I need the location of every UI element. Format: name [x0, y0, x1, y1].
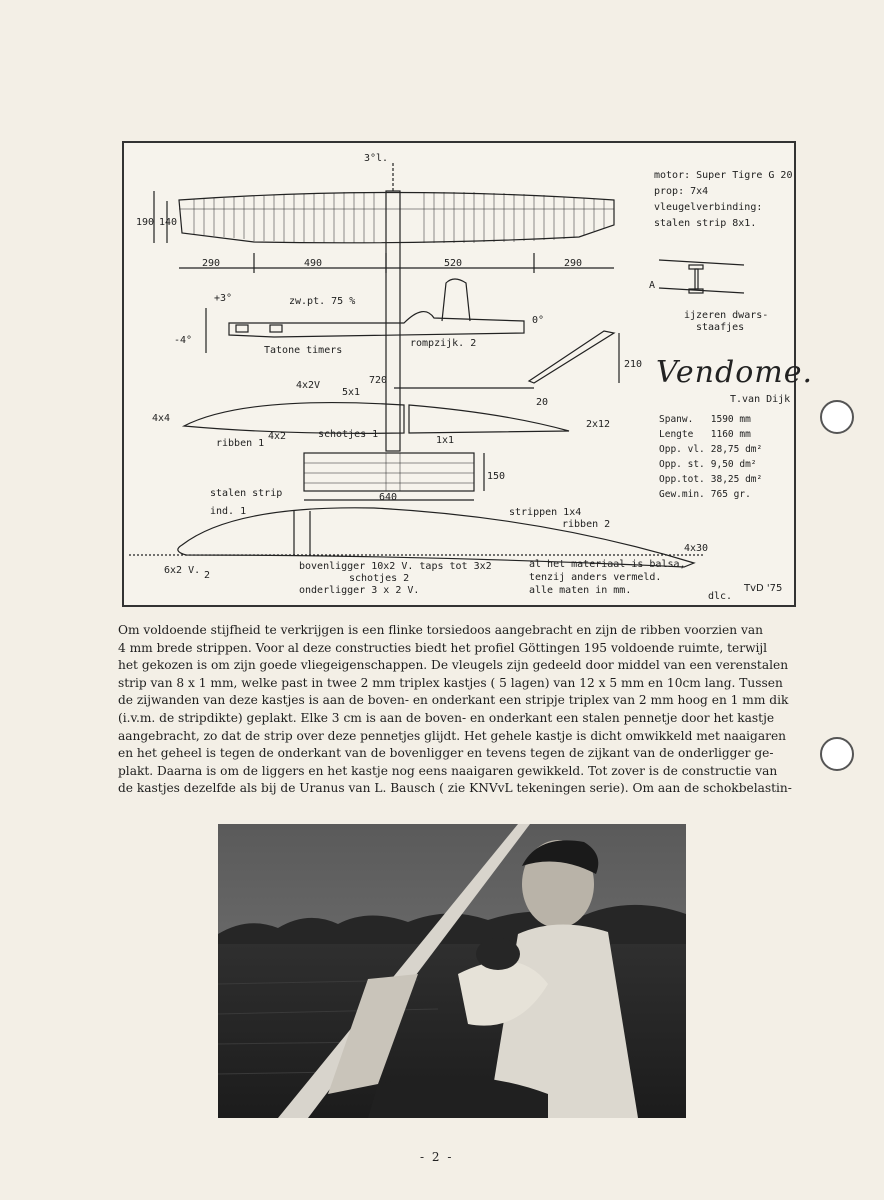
material-notes: [529, 558, 686, 597]
label-onderligger: onderligger 3 x 2 V.: [299, 585, 420, 596]
dim-140: 140: [159, 217, 178, 228]
engine-specs: [654, 168, 792, 232]
label-stalen-strip: stalen strip: [210, 488, 283, 499]
model-title: Vendome.: [656, 355, 813, 390]
note-line: tenzij anders vermeld.: [529, 572, 662, 583]
label-4x2v: 4x2V: [296, 380, 321, 391]
label-detail-a: A: [649, 280, 656, 291]
text-line: de kastjes dezelfde als bij de Uranus van L. Bausch ( zie KNVvL tekeningen serie). Om aan de schokbelastin-: [118, 781, 792, 796]
label-dihedral: 3°l.: [364, 153, 389, 164]
label-plus3: +3°: [214, 293, 233, 304]
spec-line: stalen strip 8x1.: [654, 218, 757, 229]
wing-ribs: [179, 192, 614, 243]
label-4x30: 4x30: [684, 543, 709, 554]
text-line: plakt. Daarna is om de liggers en het kastje nog eens naaigaren gewikkeld. Tot zover is de constructie van: [118, 763, 778, 778]
text-line: de zijwanden van deze kastjes is aan de boven- en onderkant een stripje triplex van 2 mm hoog en 1 mm dik: [118, 693, 789, 708]
data-row: Gew.min. 765 gr.: [659, 489, 751, 500]
dim-640: 640: [379, 492, 398, 503]
text-line: strip van 8 x 1 mm, welke past in twee 2 mm triplex kastjes ( 5 lagen) van 12 x 5 mm en 10cm lang. Tussen: [118, 675, 783, 690]
dim-20: 20: [536, 397, 549, 408]
dim-720: 720: [369, 375, 388, 386]
label-ind1: ind. 1: [210, 506, 247, 517]
label-1x1: 1x1: [436, 435, 455, 446]
dlc-mark: dlc.: [708, 591, 733, 602]
label-2: 2: [204, 570, 211, 581]
text-line: (i.v.m. de stripdikte) geplakt. Elke 3 cm is aan de boven- en onderkant een stalen pennetje door het kastje: [118, 710, 775, 725]
label-4x4: 4x4: [152, 413, 171, 424]
label-zw-pt: zw.pt. 75 %: [289, 296, 356, 307]
dim-210: 210: [624, 359, 643, 370]
data-row: Opp. st. 9,50 dm²: [659, 459, 757, 470]
data-row: Opp. vl. 28,75 dm²: [659, 444, 763, 455]
label-rompzijk: rompzijk. 2: [410, 338, 477, 349]
label-ijzeren: ijzeren dwars-: [684, 310, 769, 321]
label-staafjes: staafjes: [696, 322, 745, 333]
model-data-table: [659, 413, 768, 503]
label-4x2: 4x2: [268, 431, 287, 442]
dim-150: 150: [487, 471, 506, 482]
dim-span-490: 490: [304, 258, 323, 269]
technical-drawing: [122, 141, 813, 607]
body-paragraph: [118, 622, 798, 798]
note-line: alle maten in mm.: [529, 585, 632, 596]
label-6x2v: 6x2 V.: [164, 565, 201, 576]
text-line: en het geheel is tegen de onderkant van de bovenligger en tevens tegen de zijkant van de onderligger ge-: [118, 746, 774, 761]
label-ribben1: ribben 1: [216, 438, 265, 449]
punch-hole-bottom: [820, 737, 854, 771]
text-line: Om voldoende stijfheid te verkrijgen is een flinke torsiedoos aangebracht en zijn de ribben voorzien van: [118, 623, 763, 637]
label-2x12: 2x12: [586, 419, 611, 430]
data-row: Lengte 1160 mm: [659, 429, 751, 440]
model-author: T.van Dijk: [730, 394, 791, 405]
dim-190: 190: [136, 217, 155, 228]
text-line: het gekozen is om zijn goede vliegeigenschappen. De vleugels zijn gedeeld door middel van een verenstalen: [118, 658, 789, 673]
data-row: Opp.tot. 38,25 dm²: [659, 474, 763, 485]
drawing-signature: TvD '75: [744, 583, 783, 594]
label-tatone: Tatone timers: [264, 345, 343, 356]
fuselage-top-view: [386, 191, 400, 451]
dim-span-290a: 290: [202, 258, 221, 269]
dim-span-520: 520: [444, 258, 463, 269]
spec-line: vleugelverbinding:: [654, 202, 763, 213]
text-line: aangebracht, zo dat de strip over deze pennetjes glijdt. Het gehele kastje is dicht omwikkeld met naaigaren: [118, 728, 787, 743]
fuselage-side-view: [229, 312, 524, 337]
page-number: - 2 -: [420, 1150, 454, 1164]
label-ribben2: ribben 2: [562, 519, 611, 530]
stabilizer-top-view: [304, 453, 474, 491]
fin-outline: [529, 331, 614, 383]
label-schotjes2: schotjes 2: [349, 573, 410, 584]
label-strippen: strippen 1x4: [509, 507, 582, 518]
note-line: al het materiaal is balsa,: [529, 559, 686, 570]
photo-modeller-with-plane: [218, 824, 686, 1118]
label-5x1: 5x1: [342, 387, 361, 398]
label-zero-deg: 0°: [532, 315, 545, 326]
text-line: 4 mm brede strippen. Voor al deze constructies biedt het profiel Göttingen 195 voldoende ruimte, terwijl: [118, 640, 768, 655]
label-minus4: -4°: [174, 335, 193, 346]
stab-section: [409, 405, 569, 433]
data-row: Spanw. 1590 mm: [659, 414, 751, 425]
label-schotjes1: schotjes 1: [318, 429, 379, 440]
label-bovenligger: bovenligger 10x2 V. taps tot 3x2: [299, 561, 492, 572]
dim-span-290b: 290: [564, 258, 583, 269]
photo-graphic: [218, 824, 686, 1118]
punch-hole-top: [820, 400, 854, 434]
spec-line: motor: Super Tigre G 20: [654, 170, 793, 181]
fin-side-view: [442, 279, 470, 321]
spec-line: prop: 7x4: [654, 186, 709, 197]
